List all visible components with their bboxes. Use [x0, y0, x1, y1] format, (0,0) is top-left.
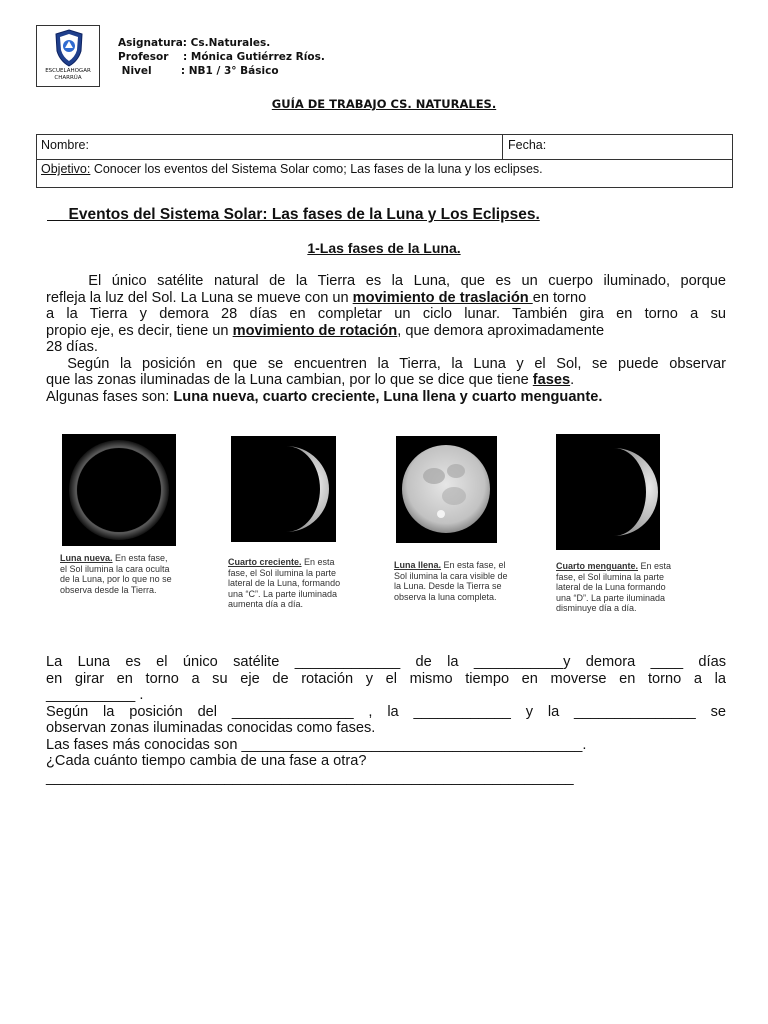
- para-text: en torno: [532, 289, 587, 306]
- para-line-1: El único satélite natural de la Tierra es la Luna, que es un cuerpo iluminado, porque: [46, 273, 726, 289]
- phases-list: Luna nueva, cuarto creciente, Luna llena y cuarto menguante.: [173, 388, 603, 405]
- caption-text: En esta fase,: [112, 553, 168, 563]
- caption-text: fase, el Sol ilumina la parte: [228, 567, 337, 578]
- para-line-8: [46, 389, 726, 406]
- caption-text: una “C”. La parte iluminada: [228, 588, 338, 599]
- caption-text: En esta fase, el: [441, 560, 506, 570]
- exercise-line-6: Las fases más conocidas son __________________________________________.: [46, 736, 587, 753]
- caption-full-moon: [394, 560, 544, 602]
- term-rotation: movimiento de rotación: [232, 322, 398, 339]
- para-line-3: a la Tierra y demora 28 días en completar un ciclo lunar. También gira en torno a su: [46, 306, 726, 322]
- term-translation: movimiento de traslación: [352, 289, 533, 306]
- para-line-2: [46, 290, 726, 307]
- exercise-line-8: _________________________________________________________________: [46, 769, 574, 786]
- caption-text: la Luna. Desde la Tierra se: [394, 581, 502, 591]
- waning-moon-image: [556, 434, 660, 550]
- para-text: Algunas fases son:: [46, 388, 174, 405]
- para-text: , que demora aproximadamente: [397, 322, 605, 339]
- school-logo: [36, 25, 100, 87]
- caption-waning-crescent: [556, 561, 706, 614]
- exercise-line-1: La Luna es el único satélite _____________ de la ___________y demora ____ días: [46, 654, 726, 670]
- objective-label: Objetivo:: [41, 162, 91, 176]
- objective-text: Conocer los eventos del Sistema Solar como; Las fases de la luna y los eclipses.: [90, 162, 543, 176]
- full-moon-image: [396, 436, 497, 543]
- date-label: Fecha:: [508, 138, 547, 152]
- para-text: propio eje, es decir, tiene un: [46, 322, 233, 339]
- caption-text: de la Luna, por lo que no se: [60, 574, 172, 584]
- exercise-line-2: en girar en torno a su eje de rotación y el mismo tiempo en moverse en torno a la: [46, 670, 726, 687]
- caption-text: lateral de la Luna formando: [556, 582, 666, 592]
- logo-caption: [37, 68, 99, 82]
- cell-divider: [502, 135, 503, 159]
- name-date-row: [37, 135, 732, 160]
- caption-text: observa desde la Tierra.: [60, 584, 157, 595]
- caption-new-moon: [60, 553, 210, 595]
- caption-title: Luna llena.: [394, 560, 442, 570]
- exercise-line-3: ___________ .: [46, 687, 144, 703]
- caption-title: Luna nueva.: [60, 553, 113, 563]
- waxing-moon-image: [231, 436, 336, 542]
- caption-text: una “D”. La parte iluminada: [556, 592, 666, 603]
- para-text: refleja la luz del Sol. La Luna se mueve con un: [46, 289, 353, 306]
- exercises: [46, 654, 726, 786]
- caption-text: Sol ilumina la cara visible de: [394, 570, 508, 581]
- student-info-table: [36, 134, 733, 188]
- teacher-line: Profesor : Mónica Gutiérrez Ríos.: [118, 51, 325, 63]
- new-moon-image: [62, 434, 176, 546]
- exercise-line-4: Según la posición del _______________ , la ____________ y la _______________ se: [46, 703, 726, 720]
- main-title: Eventos del Sistema Solar: Las fases de la Luna y Los Eclipses.: [47, 206, 540, 223]
- term-phases: fases: [532, 372, 571, 388]
- exercise-line-5: observan zonas iluminadas conocidas como fases.: [46, 720, 376, 736]
- caption-text: el Sol ilumina la cara oculta: [60, 563, 170, 574]
- para-text: .: [570, 372, 575, 388]
- logo-text-line1: ESCUELAHOGAR: [45, 68, 91, 74]
- caption-text: observa la luna completa.: [394, 591, 497, 602]
- caption-text: En esta: [301, 557, 335, 567]
- logo-text-line2: CHARRÚA: [54, 75, 82, 81]
- para-text: que las zonas iluminadas de la Luna cambian, por lo que se dice que tiene: [46, 372, 533, 388]
- intro-paragraph: [46, 273, 726, 405]
- caption-text: lateral de la Luna, formando: [228, 578, 341, 588]
- caption-title: Cuarto creciente.: [228, 557, 302, 567]
- caption-title: Cuarto menguante.: [556, 561, 639, 571]
- para-line-5: 28 días.: [46, 339, 98, 355]
- para-line-7: [46, 372, 726, 389]
- objective-row: [41, 162, 543, 176]
- caption-text: En esta: [638, 561, 672, 571]
- caption-waxing-crescent: [228, 557, 378, 610]
- shield-icon: [54, 29, 84, 67]
- name-label: Nombre:: [41, 138, 89, 152]
- guide-title: GUÍA DE TRABAJO CS. NATURALES.: [271, 97, 497, 111]
- level-line: Nivel : NB1 / 3° Básico: [118, 65, 279, 77]
- header-info: [118, 36, 325, 78]
- subject-line: Asignatura: Cs.Naturales.: [118, 37, 271, 49]
- para-line-4: [46, 323, 726, 340]
- section-title: 1-Las fases de la Luna.: [307, 240, 461, 256]
- exercise-line-7: ¿Cada cuánto tiempo cambia de una fase a otra?: [46, 753, 367, 769]
- caption-text: aumenta día a día.: [228, 599, 304, 609]
- para-line-6: Según la posición en que se encuentren la Tierra, la Luna y el Sol, se puede observar: [46, 355, 726, 372]
- caption-text: disminuye día a día.: [556, 603, 637, 613]
- caption-text: fase, el Sol ilumina la parte: [556, 571, 665, 582]
